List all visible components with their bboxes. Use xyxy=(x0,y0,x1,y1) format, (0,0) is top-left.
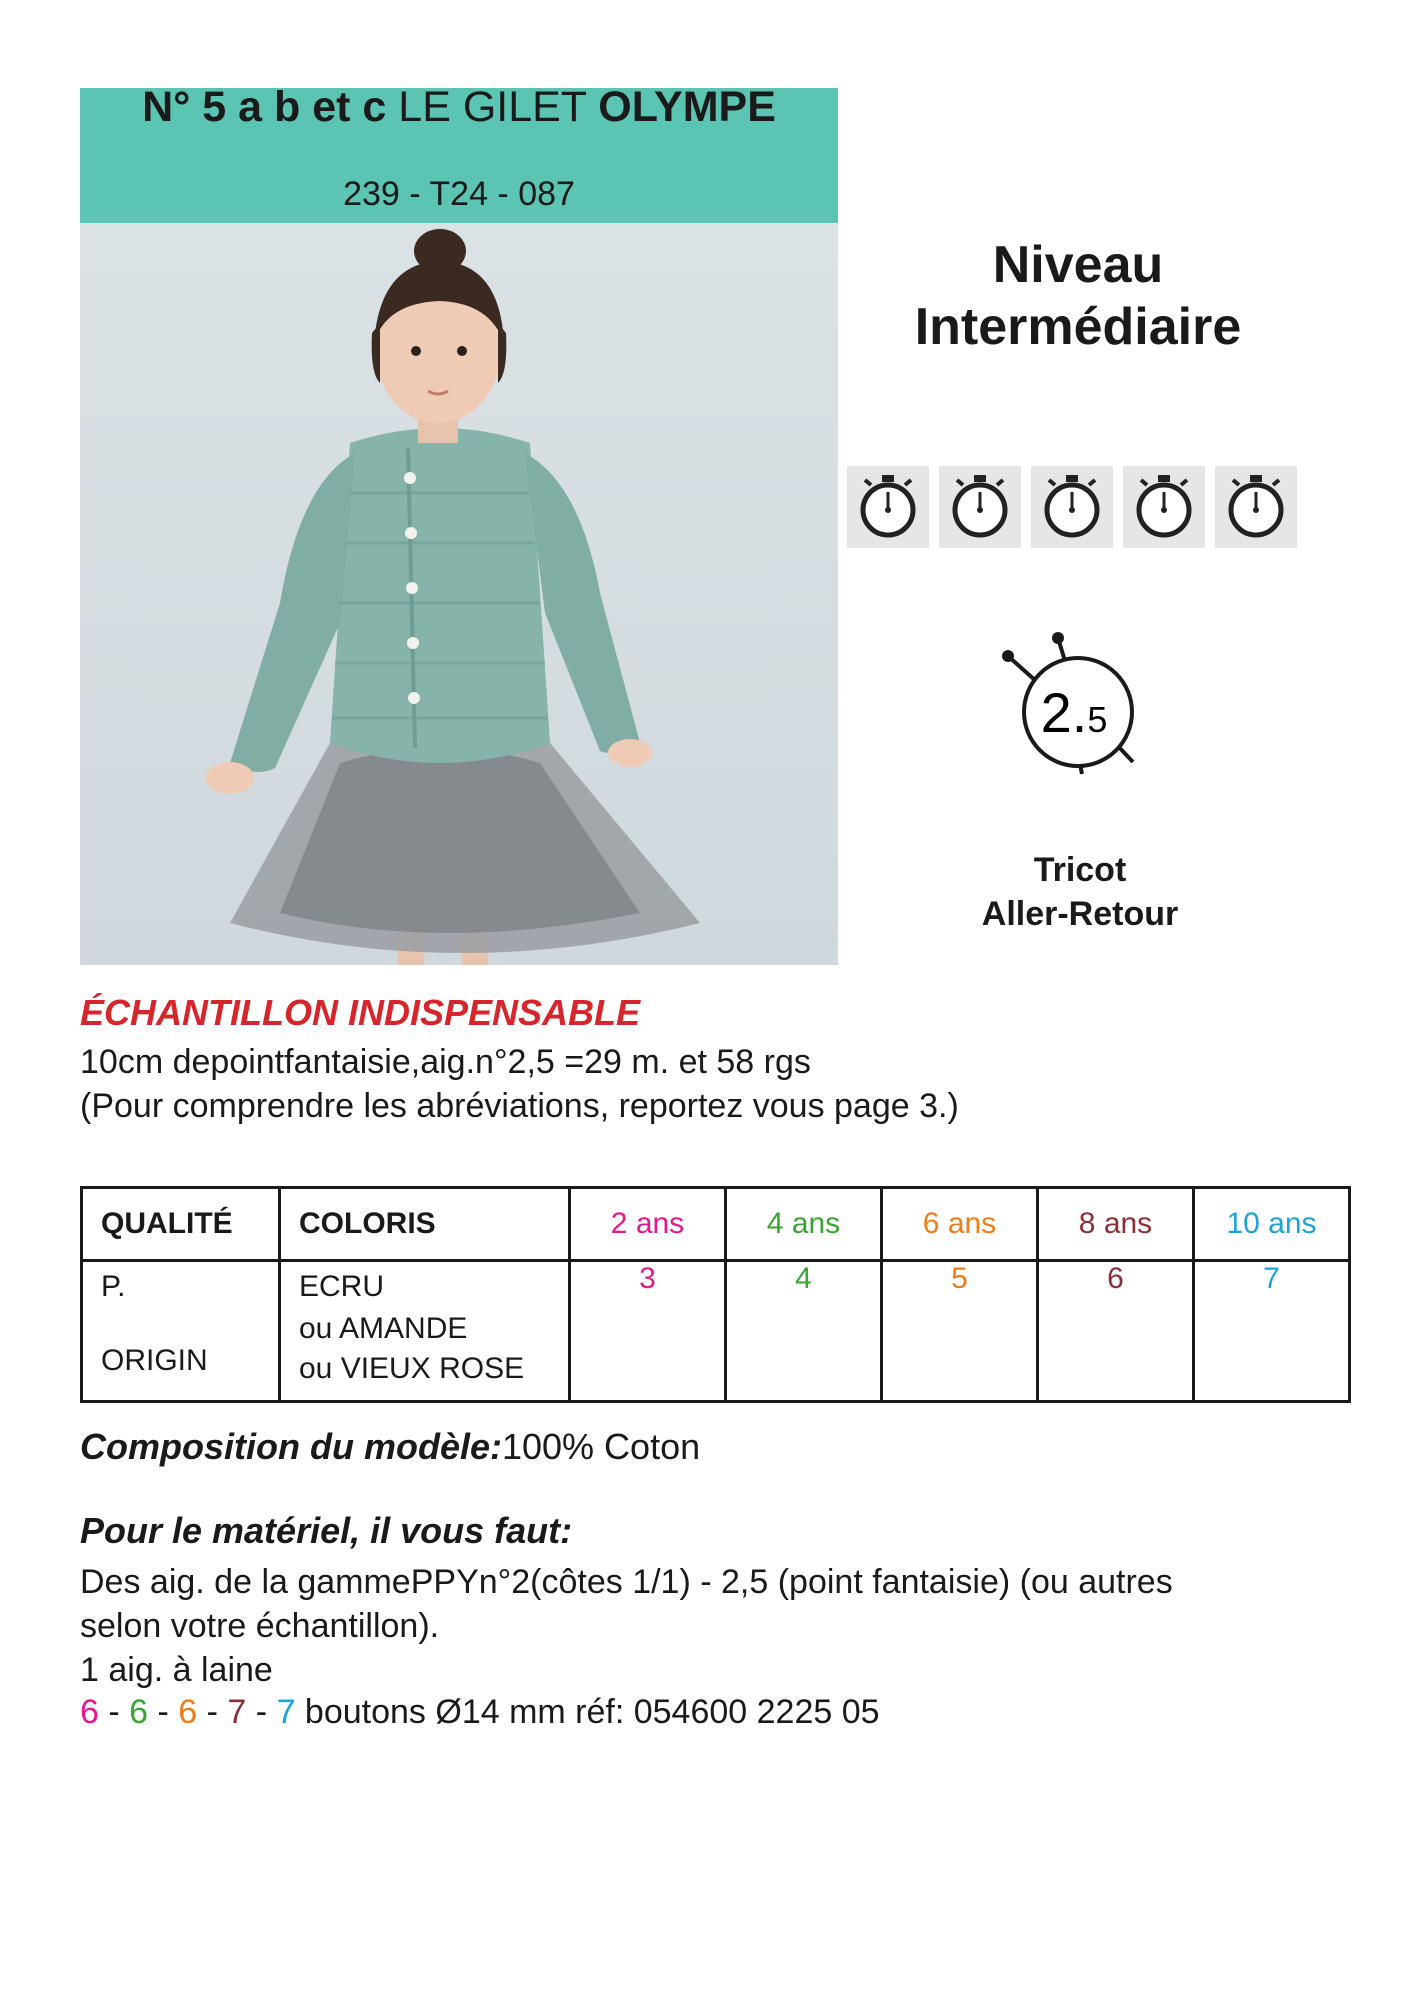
quality-line1: P. xyxy=(101,1270,126,1303)
gauge-text xyxy=(80,1040,959,1128)
needle-size-value: 2. xyxy=(1040,681,1088,744)
header-size-2: 2 ans xyxy=(570,1188,726,1261)
difficulty-level xyxy=(858,234,1298,358)
color-option: ECRU xyxy=(299,1270,385,1303)
needle-size-decimal: 5 xyxy=(1087,699,1108,740)
table-header-row xyxy=(82,1188,1350,1261)
table-row xyxy=(82,1261,1350,1402)
child-wearing-cardigan-photo xyxy=(80,223,838,965)
stopwatch-icon xyxy=(847,466,929,548)
yarn-quantity-table xyxy=(80,1186,1351,1403)
garment-type: LE GILET xyxy=(398,83,587,131)
gauge-line1: 10cm depointfantaisie,aig.n°2,5 =29 m. et 58 rgs xyxy=(80,1043,811,1081)
gauge-title: ÉCHANTILLON INDISPENSABLE xyxy=(80,992,641,1033)
button-count: 6 xyxy=(178,1693,198,1731)
composition-value: 100% Coton xyxy=(501,1426,701,1467)
stopwatch-icon xyxy=(1123,466,1205,548)
color-option: ou VIEUX ROSE xyxy=(299,1352,525,1385)
button-count: 6 xyxy=(80,1693,99,1731)
material-title: Pour le matériel, il vous faut: xyxy=(80,1510,573,1551)
gauge-line2: (Pour comprendre les abréviations, reportez vous page 3.) xyxy=(80,1087,959,1125)
buttons-line: 6 - 6 - 6 - 7 - 7 boutons Ø14 mm réf: 054600 2225 05 xyxy=(80,1693,880,1731)
knitting-needles-icon xyxy=(998,624,1148,784)
header-size-6: 6 ans xyxy=(882,1188,1038,1261)
button-count: 7 xyxy=(227,1693,247,1731)
header-size-8: 8 ans xyxy=(1038,1188,1194,1261)
pattern-title xyxy=(80,82,838,132)
technique xyxy=(900,848,1260,936)
quality-line2: ORIGIN xyxy=(101,1344,208,1377)
material-text xyxy=(80,1560,1330,1692)
technique-line2: Aller-Retour xyxy=(981,895,1179,933)
color-option: ou AMANDE xyxy=(299,1312,468,1345)
material-line1: Des aig. de la gammePPYn°2(côtes 1/1) - 2,5 (point fantaisie) (ou autres xyxy=(80,1563,1173,1601)
model-name: OLYMPE xyxy=(598,83,776,131)
material-line2: selon votre échantillon). xyxy=(80,1607,440,1645)
stopwatch-icon xyxy=(939,466,1021,548)
level-label: Niveau xyxy=(992,236,1164,294)
composition xyxy=(80,1426,700,1468)
colors-cell xyxy=(280,1261,570,1402)
reference-code: 239 - T24 - 087 xyxy=(343,175,575,213)
stopwatch-icon xyxy=(1031,466,1113,548)
level-value: Intermédiaire xyxy=(914,298,1242,356)
button-count: 7 xyxy=(276,1693,296,1731)
qty-size-6: 5 xyxy=(882,1261,1038,1402)
header-quality: QUALITÉ xyxy=(82,1188,280,1261)
buttons-description: boutons Ø14 mm réf: 054600 2225 05 xyxy=(295,1693,880,1731)
stopwatch-icon xyxy=(1215,466,1297,548)
technique-line1: Tricot xyxy=(1033,851,1127,889)
header-size-10: 10 ans xyxy=(1194,1188,1350,1261)
material-line3: 1 aig. à laine xyxy=(80,1651,273,1689)
qty-size-2: 3 xyxy=(570,1261,726,1402)
composition-label: Composition du modèle: xyxy=(80,1426,502,1467)
qty-size-4: 4 xyxy=(726,1261,882,1402)
pattern-number: N° 5 a b et c xyxy=(142,83,387,131)
stopwatch-rating xyxy=(847,466,1297,548)
header-size-4: 4 ans xyxy=(726,1188,882,1261)
header-colors: COLORIS xyxy=(280,1188,570,1261)
qty-size-10: 7 xyxy=(1194,1261,1350,1402)
quality-cell xyxy=(82,1261,280,1402)
button-count: 6 xyxy=(129,1693,149,1731)
qty-size-8: 6 xyxy=(1038,1261,1194,1402)
